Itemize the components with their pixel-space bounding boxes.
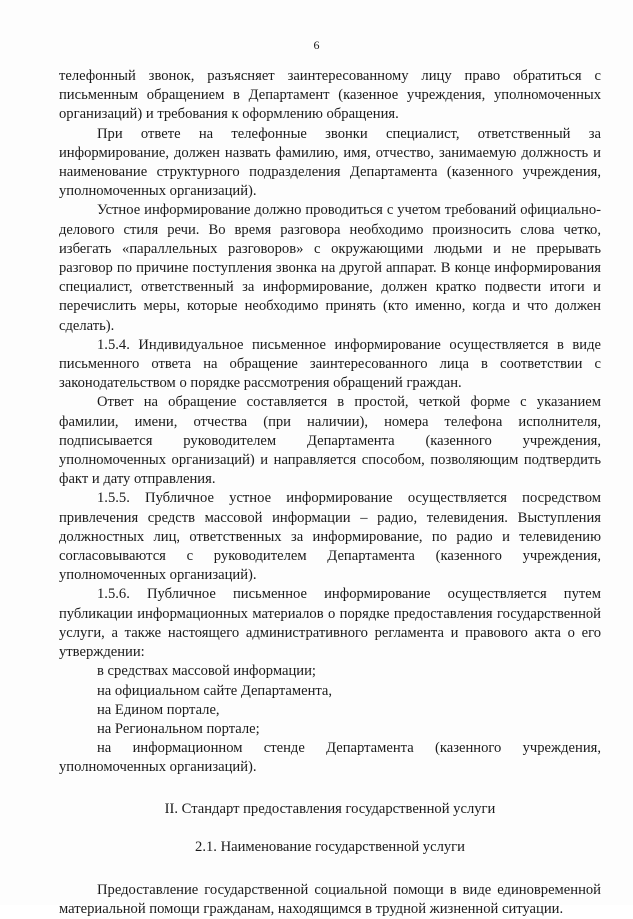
subsection-heading: 2.1. Наименование государственной услуги bbox=[195, 838, 465, 855]
paragraph-1-5-4: 1.5.4. Индивидуальное письменное информирование осуществляется в виде письменного ответа на обращение заинтересованного лица в соответствии с законодательством о порядке рассмотрения обращений граждан. bbox=[59, 336, 601, 392]
paragraph-phone-answer: При ответе на телефонные звонки специалист, ответственный за информирование, должен назвать фамилию, имя, отчество, занимаемую должность и наименование структурного подразделения Департамента (казенного учреждения, уполномоченных организаций). bbox=[59, 125, 601, 200]
list-item-mass-media: в средствах массовой информации; bbox=[97, 663, 316, 680]
list-item-official-site: на официальном сайте Департамента, bbox=[97, 682, 333, 699]
list-item-regional-portal: на Региональном портале; bbox=[97, 720, 260, 737]
paragraph-1-5-6: 1.5.6. Публичное письменное информирование осуществляется путем публикации информационных материалов о порядке предоставления государственной услуги, а также настоящего административного регламента и правового акта о его утверждении: bbox=[59, 586, 601, 661]
paragraph-reply-form: Ответ на обращение составляется в простой, четкой форме с указанием фамилии, имени, отчества (при наличии), номера телефона исполнителя, подписывается руководителем Департамента (казенного учреждения, уполномоченных организаций) и направляется способом, позволяющим подтвердить факт и дату отправления. bbox=[59, 394, 601, 488]
list-item-info-stand: на информационном стенде Департамента (казенного учреждения, уполномоченных организаций). bbox=[59, 740, 601, 776]
paragraph-phone-call-continuation: телефонный звонок, разъясняет заинтересованному лицу право обратиться с письменным обращением в Департамент (казенное учреждения, уполномоченных организаций) и требования к оформлению обращения. bbox=[59, 68, 601, 123]
list-item-unified-portal: на Едином портале, bbox=[97, 701, 220, 718]
page-number: 6 bbox=[313, 38, 320, 52]
section-heading: II. Стандарт предоставления государственной услуги bbox=[164, 800, 496, 817]
paragraph-1-5-5: 1.5.5. Публичное устное информирование осуществляется посредством привлечения средств массовой информации – радио, телевидения. Выступления должностных лиц, ответственных за информирование, по радио и телевидению согласовываются с руководителем Департамента (казенного учреждения, уполномоченных организаций). bbox=[59, 490, 601, 584]
paragraph-service-name: Предоставление государственной социальной помощи в виде единовременной материальной помощи гражданам, находящимся в трудной жизненной ситуации. bbox=[59, 881, 601, 918]
document-body bbox=[59, 67, 601, 919]
paragraph-oral-informing: Устное информирование должно проводиться с учетом требований официально-делового стиля речи. Во время разговора необходимо произносить слова четко, избегать «параллельных разговоров» с окружающими людьми и не прерывать разговор по причине поступления звонка на другой аппарат. В конце информирования специалист, ответственный за информирование, должен кратко подвести итоги и перечислить меры, которые необходимо принять (кто именно, когда и что должен сделать). bbox=[59, 202, 601, 334]
